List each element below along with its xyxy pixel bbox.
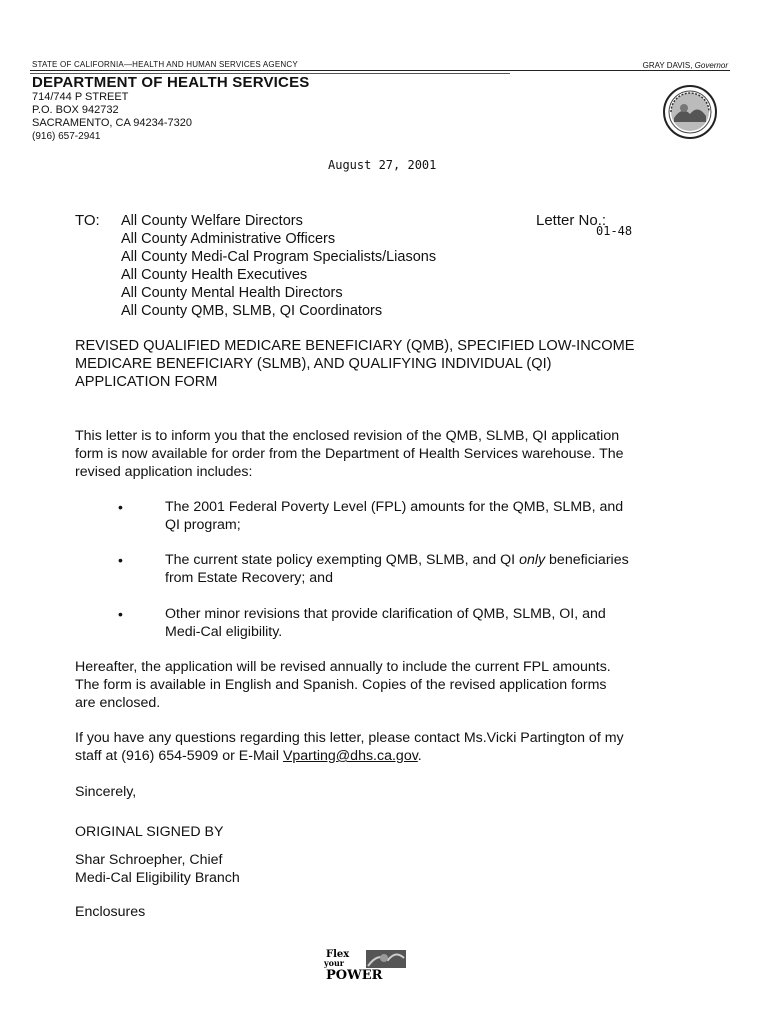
bullet-icon: •	[118, 552, 123, 568]
recipient-item: All County Welfare Directors	[121, 213, 303, 229]
to-label: TO:	[75, 212, 100, 229]
governor-name: GRAY DAVIS,	[642, 61, 695, 70]
recipient-list	[121, 212, 436, 320]
bullet-line: Other minor revisions that provide clarification of QMB, SLMB, OI, and	[165, 606, 606, 622]
letter-number-label: Letter No.:	[536, 212, 607, 229]
contact-text: staff at (916) 654-5909 or E-Mail	[75, 748, 283, 764]
bullet-item-estate-recovery	[165, 551, 705, 587]
closing: Sincerely,	[75, 784, 137, 800]
recipient-item: All County Medi-Cal Program Specialists/Liasons	[121, 249, 437, 265]
hereafter-line: The form is available in English and Spanish. Copies of the revised application forms	[75, 677, 607, 693]
hereafter-paragraph	[75, 658, 715, 712]
contact-paragraph	[75, 729, 715, 765]
bullet-icon: •	[118, 606, 123, 622]
recipient-item: All County Administrative Officers	[121, 231, 336, 247]
subject-line: APPLICATION FORM	[75, 374, 218, 390]
contact-line	[75, 747, 715, 765]
address-line-phone: (916) 657-2941	[32, 131, 101, 142]
agency-name: STATE OF CALIFORNIA—HEALTH AND HUMAN SERVICES AGENCY	[32, 60, 298, 69]
logo-text-your: your	[324, 958, 345, 968]
bullet-line: from Estate Recovery; and	[165, 570, 333, 586]
contact-line: If you have any questions regarding this letter, please contact Ms.Vicki Partington of my	[75, 730, 624, 746]
address-line-street: 714/744 P STREET	[32, 91, 129, 103]
address-line-po-box: P.O. BOX 942732	[32, 104, 119, 116]
bullet-icon: •	[118, 499, 123, 515]
letter-number-value: 01-48	[596, 224, 633, 238]
hereafter-line: Hereafter, the application will be revised annually to include the current FPL amounts.	[75, 659, 611, 675]
subject-line: MEDICARE BENEFICIARY (SLMB), AND QUALIFYING INDIVIDUAL (QI)	[75, 356, 552, 372]
logo-text-power: POWER	[326, 968, 383, 982]
flex-your-power-logo	[322, 946, 422, 982]
signer-name: Shar Schroepher, Chief	[75, 852, 223, 868]
address-line-city: SACRAMENTO, CA 94234-7320	[32, 117, 192, 129]
recipient-item: All County QMB, SLMB, QI Coordinators	[121, 303, 383, 319]
bullet-emphasis: only	[519, 552, 546, 568]
letter-date: August 27, 2001	[328, 158, 437, 172]
governor-line	[643, 61, 728, 70]
state-seal-icon	[662, 84, 718, 140]
bullet-item-minor-revisions	[165, 605, 705, 641]
bullet-text-segment: The current state policy exempting QMB, SLMB, and QI	[165, 552, 520, 568]
signature-note: ORIGINAL SIGNED BY	[75, 824, 224, 840]
header-rule	[30, 70, 730, 71]
intro-line: This letter is to inform you that the enclosed revision of the QMB, SLMB, QI application	[75, 428, 620, 444]
intro-paragraph	[75, 427, 715, 481]
bullet-line	[165, 551, 705, 569]
department-name: DEPARTMENT OF HEALTH SERVICES	[32, 74, 310, 91]
recipient-item: All County Health Executives	[121, 267, 308, 283]
bullet-line: QI program;	[165, 517, 241, 533]
bullet-line: Medi-Cal eligibility.	[165, 624, 283, 640]
bullet-line: The 2001 Federal Poverty Level (FPL) amounts for the QMB, SLMB, and	[165, 499, 624, 515]
subject-heading	[75, 337, 715, 391]
contact-text: .	[417, 748, 422, 764]
signer-branch: Medi-Cal Eligibility Branch	[75, 870, 240, 886]
governor-title: Governor	[694, 61, 728, 70]
bullet-item-fpl	[165, 498, 705, 534]
recipient-item: All County Mental Health Directors	[121, 285, 343, 301]
enclosures-note: Enclosures	[75, 904, 146, 920]
hereafter-line: are enclosed.	[75, 695, 161, 711]
intro-line: form is now available for order from the Department of Health Services warehouse. The	[75, 446, 624, 462]
logo-text-flex: Flex	[326, 949, 350, 960]
subject-line: REVISED QUALIFIED MEDICARE BENEFICIARY (QMB), SPECIFIED LOW-INCOME	[75, 338, 635, 354]
intro-line: revised application includes:	[75, 464, 253, 480]
bullet-text-segment: beneficiaries	[545, 552, 629, 568]
email-link[interactable]: Vparting@dhs.ca.gov	[282, 748, 418, 764]
